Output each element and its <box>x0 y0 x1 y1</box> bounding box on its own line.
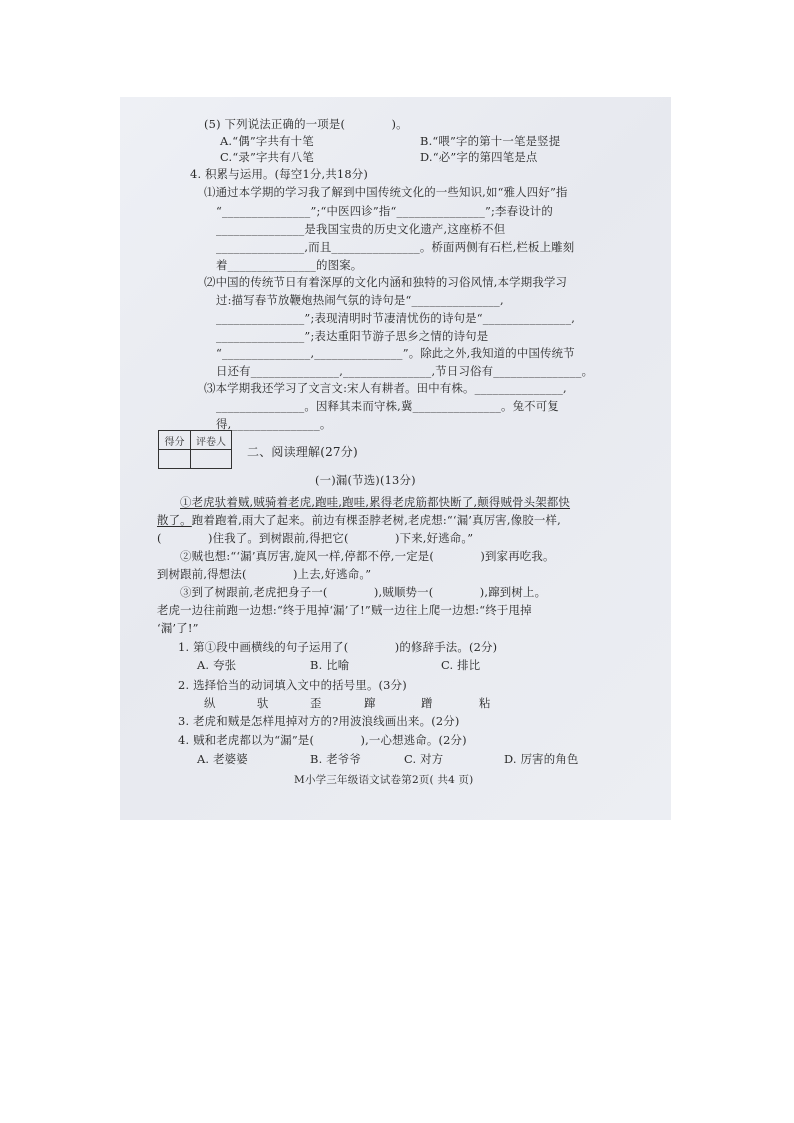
underlined-sentence: ①老虎驮着贼,贼骑着老虎,跑哇,跑哇,累得老虎筋都快断了,颠得贼骨头架都快 <box>180 495 571 509</box>
passage-p2-line: ②贼也想:“‘漏’真厉害,旋风一样,停都不停,一定是( )到家再吃我。 <box>180 549 555 563</box>
q5-stem: (5) 下列说法正确的一项是( )。 <box>204 117 408 131</box>
q4-p2-line: _______________”;表达重阳节游子思乡之情的诗句是 <box>216 329 489 343</box>
q4-p3-line: 得,_______________。 <box>216 417 332 431</box>
passage-p3-line: 老虎一边往前跑一边想:“终于甩掉‘漏’了!”贼一边往上爬一边想:“终于甩掉 <box>157 603 532 617</box>
passage-p2-line: 到树跟前,得想法( )上去,好逃命。” <box>157 567 372 581</box>
q4-p3-line: _______________。因释其耒而守株,冀_______________。兔不可复 <box>216 399 559 413</box>
q1-option-a: A. 夸张 <box>197 658 237 672</box>
q4-title: 4. 积累与运用。(每空1分,共18分) <box>190 167 369 181</box>
q4-p2-line: ⑵中国的传统节日有着深厚的文化内涵和独特的习俗风情,本学期我学习 <box>204 275 568 289</box>
q1-option-b: B. 比喻 <box>310 658 350 672</box>
question-2: 2. 选择恰当的动词填入文中的括号里。(3分) <box>178 678 407 692</box>
q4-p1-line: ⑴通过本学期的学习我了解到中国传统文化的一些知识,如“雅人四好”指 <box>204 185 568 199</box>
q5-option-d: D.“必”字的第四笔是点 <box>420 150 538 164</box>
q4-p1-line: 着_______________的图案。 <box>216 258 363 272</box>
score-cell <box>159 450 191 469</box>
q5-option-a: A.“偶”字共有十笔 <box>220 134 314 148</box>
q4-option-b: B. 老爷爷 <box>310 752 361 766</box>
q1-option-c: C. 排比 <box>441 658 481 672</box>
q2-word: 歪 <box>310 696 322 710</box>
question-1: 1. 第①段中画横线的句子运用了( )的修辞手法。(2分) <box>178 640 498 654</box>
grader-cell <box>191 450 232 469</box>
passage-p1-line <box>157 513 561 528</box>
q4-p1-line: “_______________”;“中医四诊”指“_______________”;李春设计的 <box>216 204 553 218</box>
passage-p3-line: ‘漏’了!” <box>157 621 199 635</box>
page-footer: M小学三年级语文试卷第2页( 共4 页) <box>294 774 474 786</box>
q2-word: 蹿 <box>364 696 376 710</box>
q4-p3-line: ⑶本学期我还学习了文言文:宋人有耕者。田中有株。_______________, <box>204 381 567 395</box>
score-table <box>158 430 232 469</box>
question-3: 3. 老虎和贼是怎样甩掉对方的?用波浪线画出来。(2分) <box>178 714 460 728</box>
q4-p1-line: _______________是我国宝贵的历史文化遗产,这座桥不但 <box>216 222 506 236</box>
q4-p2-line: 过:描写春节放鞭炮热闹气氛的诗句是“_______________, <box>216 293 504 307</box>
q4-option-a: A. 老婆婆 <box>197 752 248 766</box>
section-title: 二、阅读理解(27分) <box>247 445 358 459</box>
passage-title: (一)漏(节选)(13分) <box>315 473 416 487</box>
q5-option-b: B.“喂”字的第十一笔是竖提 <box>420 134 561 148</box>
q4-option-d: D. 厉害的角色 <box>504 752 579 766</box>
q2-word: 驮 <box>257 696 269 710</box>
passage-p1-line: ( )住我了。到树跟前,得把它( )下来,好逃命。” <box>157 531 474 545</box>
q2-word: 粘 <box>479 696 491 710</box>
underlined-sentence-end: 散了。 <box>157 513 192 527</box>
passage-p1-line <box>180 495 570 510</box>
q4-option-c: C. 对方 <box>404 752 444 766</box>
q2-word: 纵 <box>204 696 216 710</box>
passage-text: 跑着跑着,雨大了起来。前边有棵歪脖老树,老虎想:“‘漏’真厉害,像胶一样, <box>191 513 561 527</box>
q4-p2-line: 日还有_______________,_______________,节日习俗有_______________。 <box>216 364 594 378</box>
q4-p1-line: _______________,而且_______________。桥面两侧有石栏,栏板上雕刻 <box>216 240 575 254</box>
q4-p2-line: “_______________,_______________”。除此之外,我知道的中国传统节 <box>216 346 575 360</box>
q2-word: 蹭 <box>421 696 433 710</box>
q5-option-c: C.“录”字共有八笔 <box>220 150 314 164</box>
score-header: 得分 <box>159 431 191 450</box>
question-4: 4. 贼和老虎都以为“漏”是( ),一心想逃命。(2分) <box>178 733 467 747</box>
grader-header: 评卷人 <box>191 431 232 450</box>
q4-p2-line: _______________”;表现清明时节凄清忧伤的诗句是“_______________, <box>216 311 576 325</box>
passage-p3-line: ③到了树跟前,老虎把身子一( ),贼顺势一( ),蹿到树上。 <box>180 585 547 599</box>
